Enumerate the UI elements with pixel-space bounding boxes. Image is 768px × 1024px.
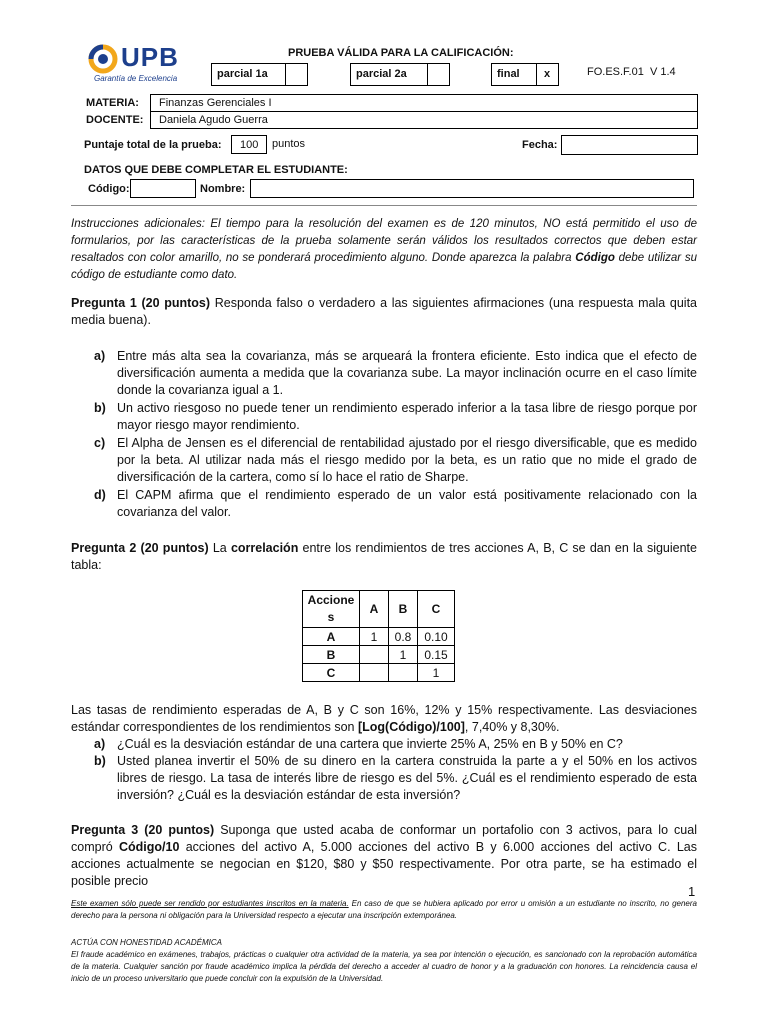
table-cell: 1 (389, 646, 418, 664)
table-cell: 1 (360, 628, 389, 646)
item-letter: a) (94, 349, 106, 363)
score-label: Puntaje total de la prueba: (84, 139, 222, 151)
page-number: 1 (688, 884, 696, 899)
item-text: El CAPM afirma que el rendimiento esperado de un valor está positivamente relacionado con la covarianza del valor. (117, 488, 697, 519)
question-3-keyword: Código/10 (118, 840, 180, 854)
name-label: Nombre: (200, 183, 246, 195)
student-section-title: DATOS QUE DEBE COMPLETAR EL ESTUDIANTE: (84, 164, 348, 176)
header-divider (71, 205, 697, 206)
question-1-item-d (94, 487, 697, 521)
question-2-text: , 7,40% y 8,30%. (464, 720, 560, 734)
table-cell: 0.10 (418, 628, 455, 646)
logo-text: UPB (121, 42, 179, 72)
teacher-value: Daniela Agudo Guerra (159, 114, 268, 126)
teacher-field (150, 111, 698, 129)
item-letter: b) (94, 754, 106, 768)
question-1-item-b (94, 400, 697, 434)
item-text: ¿Cuál es la desviación estándar de una cartera que invierte 25% A, 25% en B y 50% en C? (117, 737, 623, 751)
table-cell (389, 664, 418, 682)
item-letter: d) (94, 488, 106, 502)
table-cell: 0.15 (418, 646, 455, 664)
question-3-text: Suponga que usted acaba de conformar un portafolio con 3 activos, para lo cual compró (71, 823, 697, 854)
question-3 (71, 822, 697, 890)
exam-type-parcial-2a (350, 63, 428, 86)
question-2-formula: [Log(Código)/100] (357, 720, 465, 734)
score-value: 100 (240, 139, 259, 151)
table-cell: B (303, 646, 360, 664)
subject-label: MATERIA: (86, 97, 139, 109)
footer-honesty-text: El fraude académico en exámenes, trabajos, prácticas o cualquier otra actividad de la materia, ya sea por intención o ejecución, es sancionado con la reprobación automática de la materia. Cualquier sanción por fraude académico implica la pérdida del derecho a acceder al cuadro de honor y a la graduación con honores. La reincidencia causa el inicio de un proceso universitario que puede concluir con la expulsión de la Universidad. (71, 950, 697, 983)
university-logo (88, 42, 198, 88)
exam-type-parcial-2a-mark[interactable] (427, 63, 450, 86)
item-letter: a) (94, 737, 106, 751)
question-2-item-b (94, 753, 697, 804)
code-label: Código: (88, 183, 130, 195)
instructions-keyword: Código (575, 252, 615, 264)
exam-type-parcial-1a (211, 63, 286, 86)
item-letter: b) (94, 401, 106, 415)
table-cell (360, 664, 389, 682)
question-2-text: La (208, 541, 231, 555)
teacher-label: DOCENTE: (86, 114, 144, 126)
item-text: Usted planea invertir el 50% de su dinero en la cartera construida la parte a y el 50% en los activos libres de riesgo. La tasa de interés libre de riesgo es del 5%. ¿Cuál es el rendimiento esperado de esta inversión? ¿Cuál es la desviación estándar de esta inversión? (117, 754, 697, 802)
footer-disclaimer (71, 898, 697, 922)
instructions-text: Instrucciones adicionales: El tiempo para la resolución del examen es de 120 minutos, NO está permitido el uso de formularios, por las características de la prueba solamente serán válidos los resultados correctos que deben estar resaltados con color amarillo, no se ponderará procedimiento alguno. Donde aparezca la palabra (71, 218, 697, 264)
table-row (303, 646, 455, 664)
form-code: FO.ES.F.01 V 1.4 (587, 66, 676, 78)
question-3-title: Pregunta 3 (20 puntos) (71, 823, 215, 837)
subject-field (150, 94, 698, 112)
exam-type-label: parcial 1a (217, 68, 268, 80)
disclaimer-text: En caso de que se hubiera aplicado por error u omisión a un estudiante no inscrito, no genera derecho para la persona ni obligación para la Universidad respecto a ejecutar una inscripción extemporánea. (71, 899, 697, 920)
disclaimer-underlined: Este examen sólo puede ser rendido por estudiantes inscritos en la materia. (71, 899, 349, 908)
exam-type-mark: x (544, 68, 551, 80)
question-1-item-a (94, 348, 697, 399)
table-header-cell: A (360, 591, 389, 628)
question-2-text: Las tasas de rendimiento esperadas de A, B y C son 16%, 12% y 15% respectivamente. Las desviaciones estándar correspondientes de los rendimientos son (71, 703, 697, 734)
question-1-intro (71, 295, 697, 329)
student-code-field[interactable] (130, 179, 196, 198)
question-1-text: Responda falso o verdadero a las siguientes afirmaciones (una respuesta mala quita media buena). (71, 296, 697, 327)
exam-type-parcial-1a-mark[interactable] (285, 63, 308, 86)
table-cell: 1 (418, 664, 455, 682)
item-text: Un activo riesgoso no puede tener un rendimiento esperado inferior a la tasa libre de riesgo porque por mayor riesgo mayor rendimiento. (117, 401, 697, 432)
question-1-title: Pregunta 1 (20 puntos) (71, 296, 211, 310)
footer-honesty-title: ACTÚA CON HONESTIDAD ACADÉMICA (71, 938, 222, 947)
logo-tagline: Garantía de Excelencia (94, 74, 178, 83)
exam-type-final-mark[interactable] (536, 63, 559, 86)
score-field (231, 135, 267, 154)
question-1-item-c (94, 435, 697, 486)
date-field[interactable] (561, 135, 698, 155)
item-text: Entre más alta sea la covarianza, más se arqueará la frontera eficiente. Esto indica que el efecto de diversificación aumenta a medida que la covarianza sube. La mayor inclinación ocurre en el caso límite donde la covarianza igual a 1. (117, 349, 697, 397)
question-3-text: acciones del activo A, 5.000 acciones del activo B y 6.000 acciones del activo C. Las acciones actualmente se negocian en $120, $80 y $50 respectivamente. Por otra parte, se ha estimado el posible precio (71, 840, 698, 888)
table-header-cell: Acciones (303, 591, 360, 628)
table-row (303, 664, 455, 682)
instructions (71, 216, 697, 284)
exam-type-final (491, 63, 537, 86)
instructions-text: debe utilizar su código de estudiante como dato. (71, 252, 698, 281)
exam-type-label: parcial 2a (356, 68, 407, 80)
question-2-title: Pregunta 2 (20 puntos) (71, 541, 209, 555)
table-cell: C (303, 664, 360, 682)
question-2-data (71, 702, 697, 736)
correlation-table (302, 590, 455, 682)
table-cell: A (303, 628, 360, 646)
question-2-intro (71, 540, 697, 574)
table-header-cell: B (389, 591, 418, 628)
exam-type-label: final (497, 68, 520, 80)
logo-icon (88, 44, 122, 74)
table-row (303, 628, 455, 646)
subject-value: Finanzas Gerenciales I (159, 97, 272, 109)
table-header-row (303, 591, 455, 628)
exam-title: PRUEBA VÁLIDA PARA LA CALIFICACIÓN: (288, 47, 514, 59)
score-unit: puntos (272, 138, 306, 150)
date-label: Fecha: (522, 139, 558, 151)
table-cell: 0.8 (389, 628, 418, 646)
question-2-item-a (94, 736, 697, 753)
question-2-text: entre los rendimientos de tres acciones A, B, C se dan en la siguiente tabla: (71, 541, 697, 572)
table-header-cell: C (418, 591, 455, 628)
table-cell (360, 646, 389, 664)
student-name-field[interactable] (250, 179, 694, 198)
item-text: El Alpha de Jensen es el diferencial de rentabilidad ajustado por el riesgo diversificable, que es medido por la beta. Al utilizar nada más el riesgo medido por la beta, es un ratio que no mide el grado de diversificación de la cartera, como sí lo hace el ratio de Sharpe. (117, 436, 697, 484)
question-2-keyword: correlación (230, 541, 299, 555)
item-letter: c) (94, 436, 106, 450)
